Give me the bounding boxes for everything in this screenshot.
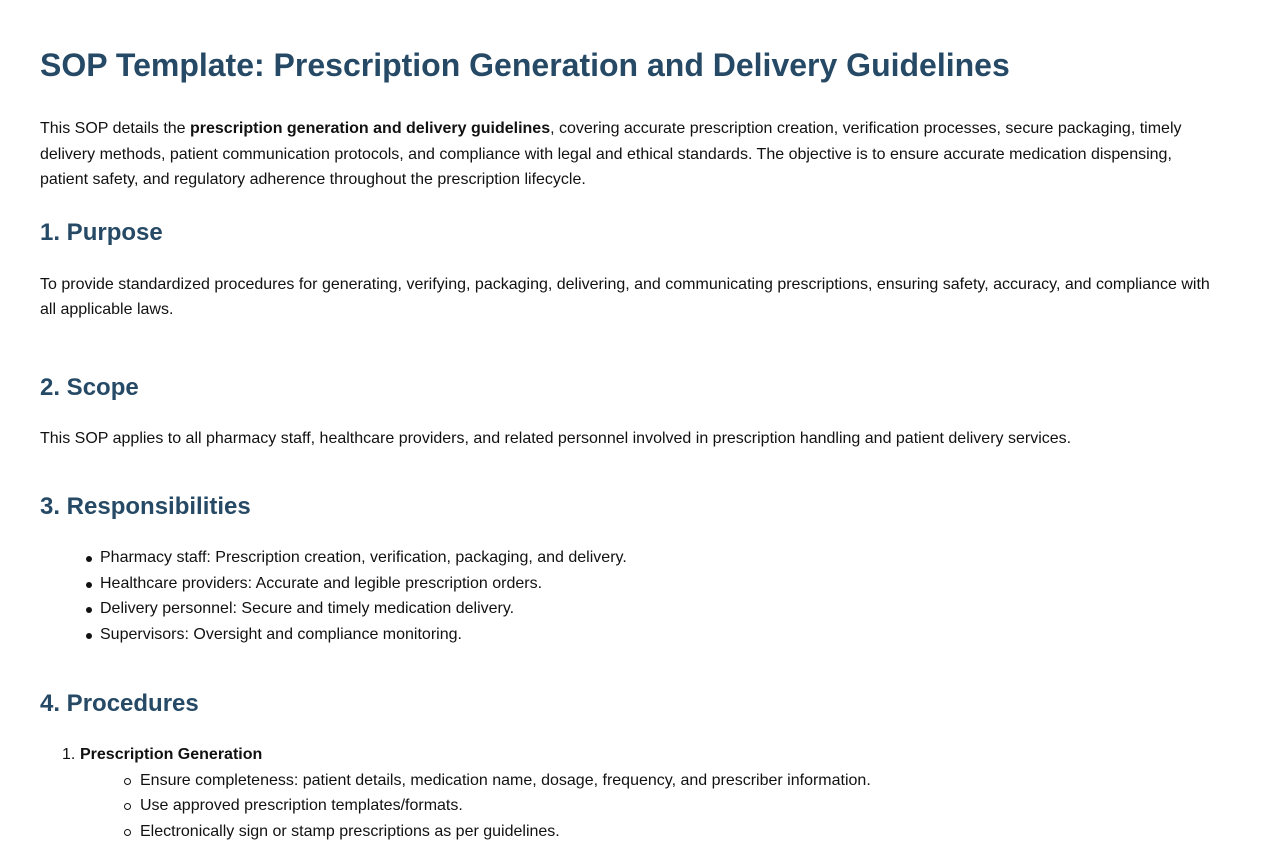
responsibilities-heading: 3. Responsibilities [40,493,251,520]
purpose-heading: 1. Purpose [40,218,163,246]
step-title: Prescription Generation [80,746,263,763]
intro-text-start: This SOP details the [40,120,190,137]
scope-text: This SOP applies to all pharmacy staff, healthcare providers, and related personnel involved in prescription handling and patient delivery services. [40,429,1072,447]
list-item: Healthcare providers: Accurate and legible prescription orders. [100,571,1223,597]
scope-heading: 2. Scope [40,373,139,401]
procedure-step [62,742,1223,844]
list-item: Electronically sign or stamp prescriptions as per guidelines. [140,819,1223,845]
intro-paragraph [40,116,1223,193]
procedures-heading: 4. Procedures [40,690,199,717]
step-sub-list [80,768,1223,845]
procedures-list [40,742,1223,844]
list-item: Use approved prescription templates/formats. [140,793,1223,819]
responsibilities-list [40,545,1223,647]
list-item: Supervisors: Oversight and compliance monitoring. [100,622,1223,648]
intro-bold-text: prescription generation and delivery guidelines [190,120,551,137]
list-item: Pharmacy staff: Prescription creation, verification, packaging, and delivery. [100,545,1223,571]
list-item: Ensure completeness: patient details, medication name, dosage, frequency, and prescriber information. [140,768,1223,794]
intro-text-end: , covering accurate prescription creation, verification processes, secure packaging, timely delivery methods, patient communication protocols, and compliance with legal and ethical standards. The objective is to ensure accurate medication dispensing, patient safety, and regulatory adherence throughout the prescription lifecycle. [40,120,1182,188]
list-item: Delivery personnel: Secure and timely medication delivery. [100,596,1223,622]
purpose-text: To provide standardized procedures for generating, verifying, packaging, delivering, and communicating prescriptions, ensuring safety, accuracy, and compliance with all applicable laws. [40,275,1210,318]
page-title: SOP Template: Prescription Generation and Delivery Guidelines [40,47,1010,83]
step-number: 1. [62,746,76,763]
